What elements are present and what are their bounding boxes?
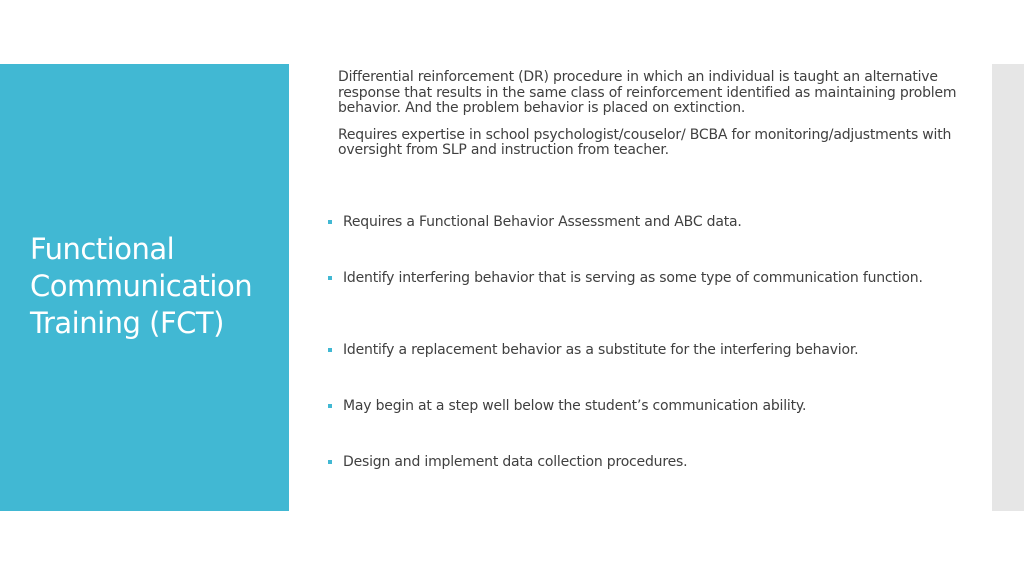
bullet-square-icon	[328, 460, 332, 464]
bullet-square-icon	[328, 276, 332, 280]
bullet-item	[326, 399, 806, 415]
bullet-text: Requires a Functional Behavior Assessment and ABC data.	[343, 214, 742, 230]
bullet-square-icon	[328, 348, 332, 352]
slide-title: Functional Communication Training (FCT)	[30, 232, 253, 340]
bullet-text: May begin at a step well below the student’s communication ability.	[343, 398, 807, 414]
bullet-item	[326, 455, 687, 471]
side-strip	[992, 64, 1024, 511]
bullet-text: Design and implement data collection procedures.	[343, 454, 688, 470]
bullet-item	[326, 215, 742, 231]
bullet-text: Identify a replacement behavior as a substitute for the interfering behavior.	[343, 342, 859, 358]
bullet-item	[326, 271, 923, 287]
bullet-item	[326, 343, 858, 359]
intro-text	[338, 70, 958, 170]
intro-paragraph-2: Requires expertise in school psychologist/couselor/ BCBA for monitoring/adjustments with oversight from SLP and instruction from teacher.	[338, 126, 952, 158]
bullet-square-icon	[328, 404, 332, 408]
bullet-square-icon	[328, 220, 332, 224]
intro-paragraph-1: Differential reinforcement (DR) procedure in which an individual is taught an alternative response that results in the same class of reinforcement identified as maintaining problem behavior. And the problem behavior is placed on extinction.	[338, 69, 957, 116]
bullet-text: Identify interfering behavior that is serving as some type of communication function.	[343, 270, 923, 286]
